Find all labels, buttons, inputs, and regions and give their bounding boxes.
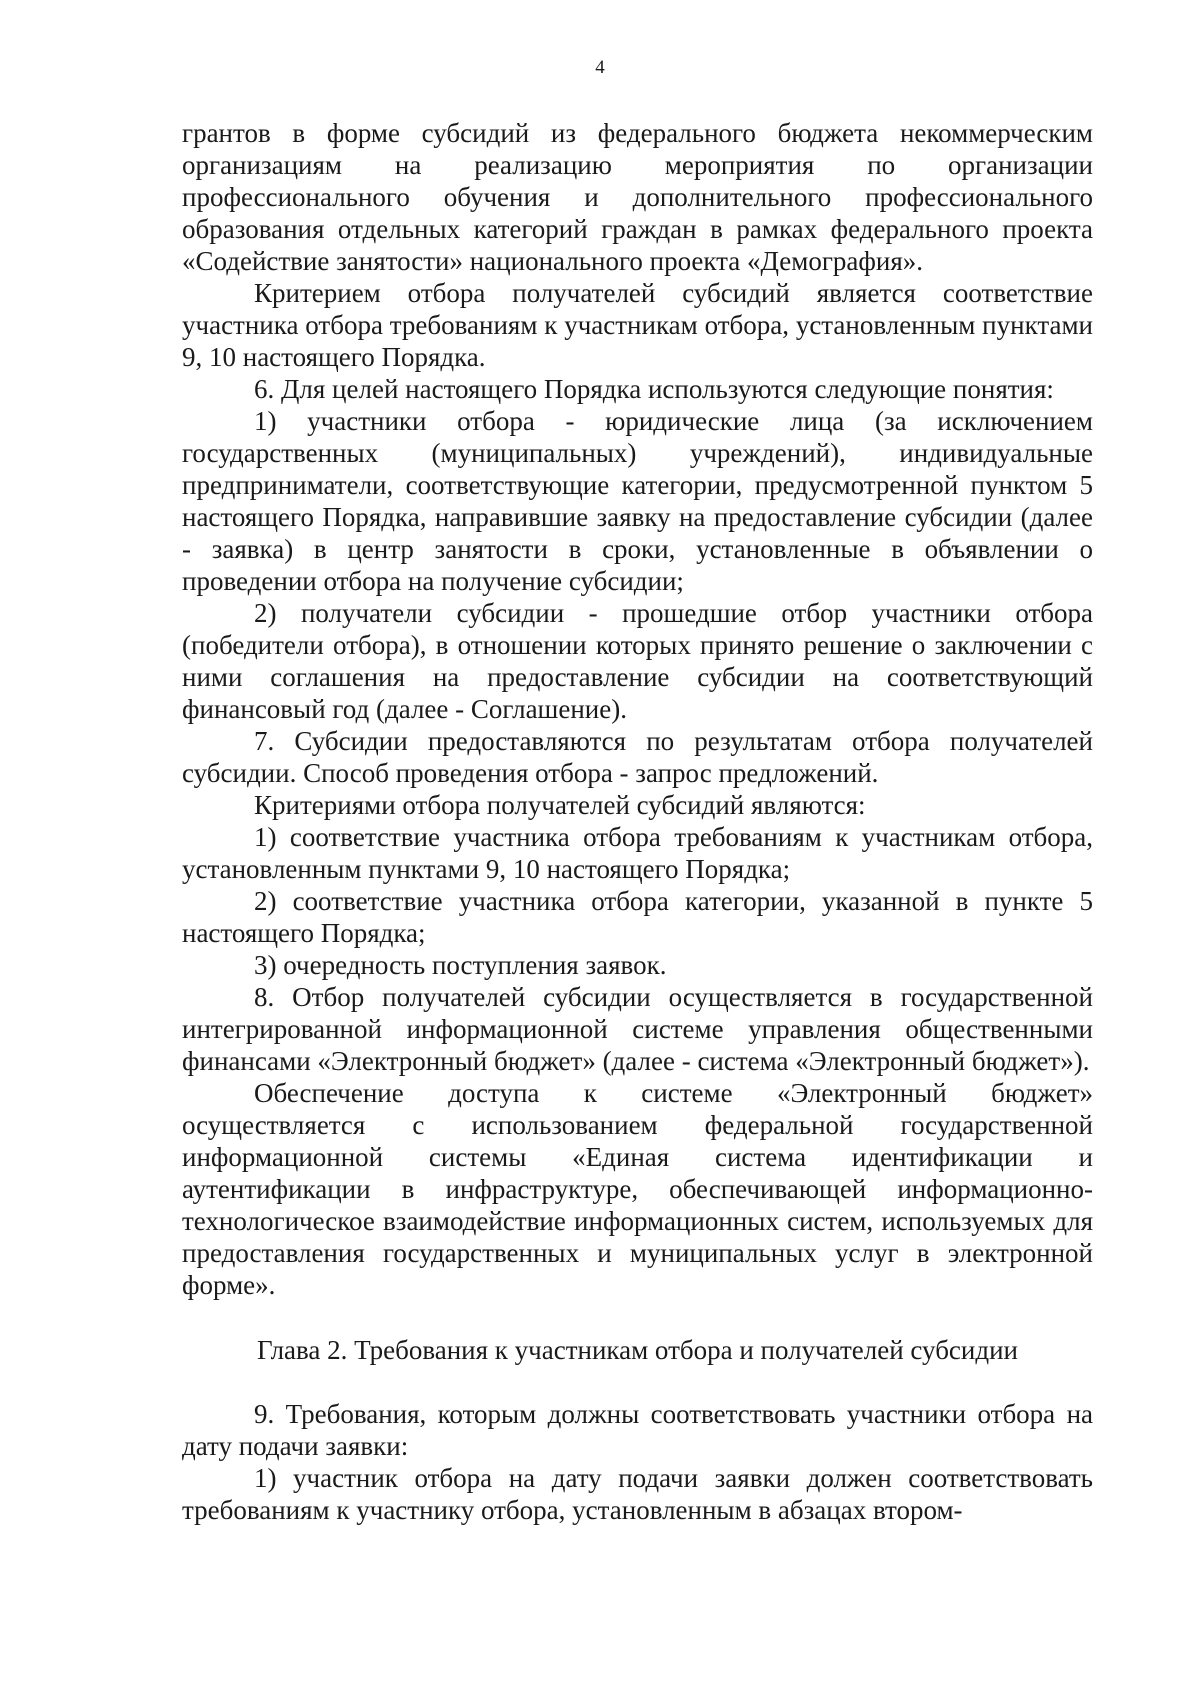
- paragraph-item-6-1: 1) участники отбора - юридические лица (за исключением государственных (муниципальных) учреждений), индивидуальные предприниматели, соответствующие категории, предусмотренной пунктом 5 настоящего Порядка, направившие заявку на предоставление субсидии (далее - заявка) в центр занятости в сроки, установленные в объявлении о проведении отбора на получение субсидии;: [182, 406, 1093, 596]
- paragraph-selection-criterion: Критерием отбора получателей субсидий является соответствие участника отбора требованиям к участникам отбора, установленным пунктами 9, 10 настоящего Порядка.: [182, 278, 1093, 372]
- paragraph-criteria-3: 3) очередность поступления заявок.: [254, 950, 667, 980]
- page-number: 4: [595, 57, 605, 78]
- paragraph-system-access: Обеспечение доступа к системе «Электронный бюджет» осуществляется с использованием федеральной государственной информационной системы «Единая система идентификации и аутентификации в инфраструктуре, обеспечивающей информационно-технологическое взаимодействие информационных систем, используемых для предоставления государственных и муниципальных услуг в электронной форме».: [182, 1078, 1093, 1300]
- paragraph-criteria-intro: Критериями отбора получателей субсидий являются:: [254, 790, 866, 820]
- chapter-heading: Глава 2. Требования к участникам отбора и получателей субсидии: [257, 1335, 1018, 1365]
- paragraph-item-9: 9. Требования, которым должны соответствовать участники отбора на дату подачи заявки:: [182, 1399, 1093, 1461]
- paragraph-item-6-2: 2) получатели субсидии - прошедшие отбор участники отбора (победители отбора), в отношении которых принято решение о заключении с ними соглашения на предоставление субсидии на соответствующий финансовый год (далее - Соглашение).: [182, 598, 1093, 724]
- paragraph-item-7: 7. Субсидии предоставляются по результатам отбора получателей субсидии. Способ проведения отбора - запрос предложений.: [182, 726, 1093, 788]
- paragraph-grants-continuation: грантов в форме субсидий из федерального бюджета некоммерческим организациям на реализацию мероприятия по организации профессионального обучения и дополнительного профессионального образования отдельных категорий граждан в рамках федерального проекта «Содействие занятости» национального проекта «Демография».: [182, 118, 1093, 276]
- paragraph-item-8: 8. Отбор получателей субсидии осуществляется в государственной интегрированной информационной системе управления общественными финансами «Электронный бюджет» (далее - система «Электронный бюджет»).: [182, 982, 1093, 1076]
- document-body: [182, 117, 1093, 1526]
- paragraph-item-9-1: 1) участник отбора на дату подачи заявки должен соответствовать требованиям к участнику отбора, установленным в абзацах втором-: [182, 1463, 1093, 1525]
- paragraph-criteria-2: 2) соответствие участника отбора категории, указанной в пункте 5 настоящего Порядка;: [182, 886, 1093, 948]
- paragraph-item-6: 6. Для целей настоящего Порядка используются следующие понятия:: [254, 374, 1054, 404]
- paragraph-criteria-1: 1) соответствие участника отбора требованиям к участникам отбора, установленным пунктами 9, 10 настоящего Порядка;: [182, 822, 1093, 884]
